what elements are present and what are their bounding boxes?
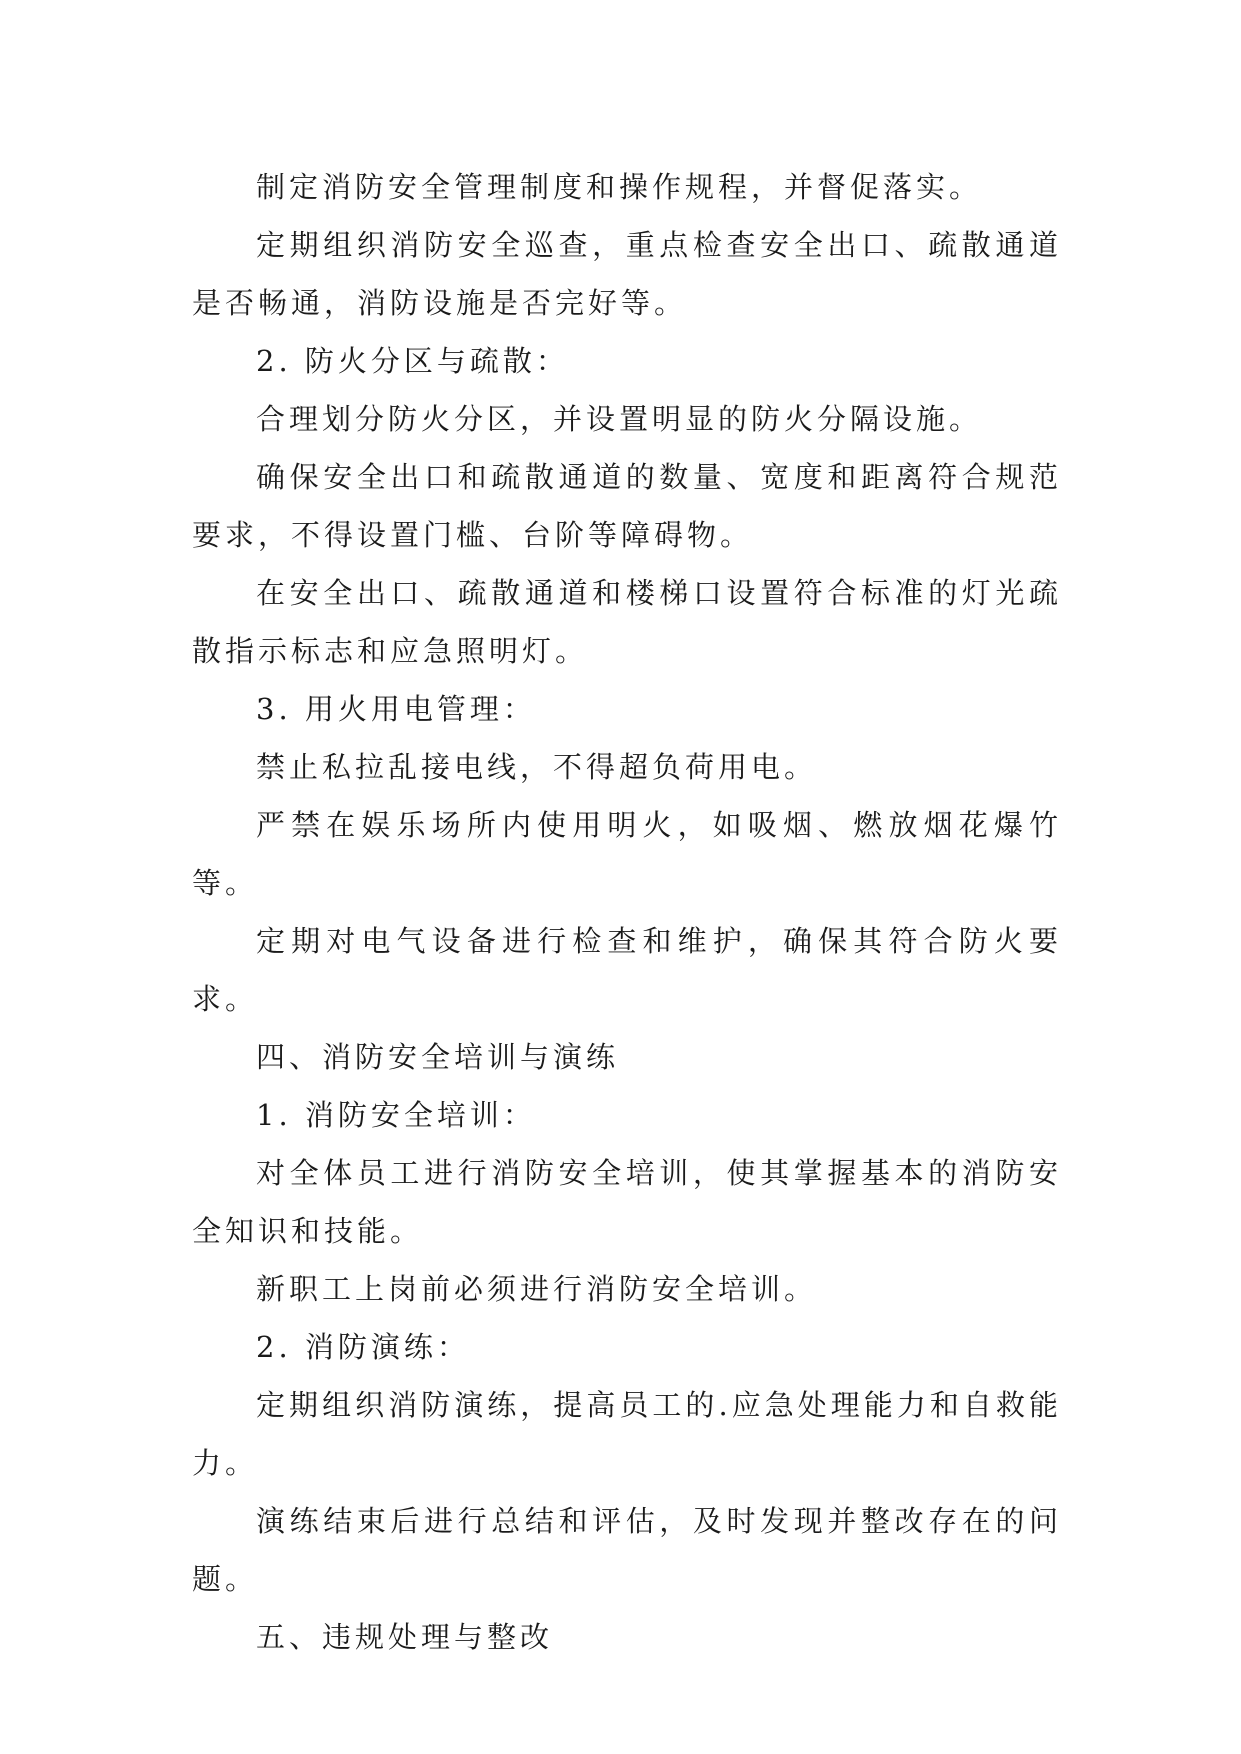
paragraph-zone-division: 合理划分防火分区，并设置明显的防火分隔设施。 bbox=[256, 402, 983, 436]
paragraph-patrol-inspection: 定期组织消防安全巡查，重点检查安全出口、疏散通道是否畅通，消防设施是否完好等。 bbox=[192, 228, 1062, 320]
paragraph-equipment-maintenance: 定期对电气设备进行检查和维护，确保其符合防火要求。 bbox=[192, 924, 1062, 1016]
heading-fire-electricity: 3. 用火用电管理： bbox=[256, 692, 536, 726]
section-heading-training: 四、消防安全培训与演练 bbox=[256, 1040, 620, 1074]
heading-fire-zoning: 2. 防火分区与疏散： bbox=[256, 344, 569, 378]
heading-fire-drill: 2. 消防演练： bbox=[256, 1330, 470, 1364]
document-body bbox=[192, 158, 1062, 1666]
paragraph-staff-training: 对全体员工进行消防安全培训，使其掌握基本的消防安全知识和技能。 bbox=[192, 1156, 1062, 1248]
heading-safety-training: 1. 消防安全培训： bbox=[256, 1098, 536, 1132]
paragraph-open-flame-ban: 严禁在娱乐场所内使用明火，如吸烟、燃放烟花爆竹等。 bbox=[192, 808, 1062, 900]
paragraph-drill-review: 演练结束后进行总结和评估，及时发现并整改存在的问题。 bbox=[192, 1504, 1062, 1596]
paragraph-exit-requirements: 确保安全出口和疏散通道的数量、宽度和距离符合规范要求，不得设置门槛、台阶等障碍物。 bbox=[192, 460, 1062, 552]
paragraph-evacuation-signs: 在安全出口、疏散通道和楼梯口设置符合标准的灯光疏散指示标志和应急照明灯。 bbox=[192, 576, 1062, 668]
section-heading-violations: 五、违规处理与整改 bbox=[256, 1620, 554, 1654]
paragraph-wiring-ban: 禁止私拉乱接电线，不得超负荷用电。 bbox=[256, 750, 818, 784]
paragraph-management-rules: 制定消防安全管理制度和操作规程，并督促落实。 bbox=[256, 170, 983, 204]
paragraph-drill-organization: 定期组织消防演练，提高员工的.应急处理能力和自救能力。 bbox=[192, 1388, 1062, 1480]
paragraph-new-staff-training: 新职工上岗前必须进行消防安全培训。 bbox=[256, 1272, 818, 1306]
